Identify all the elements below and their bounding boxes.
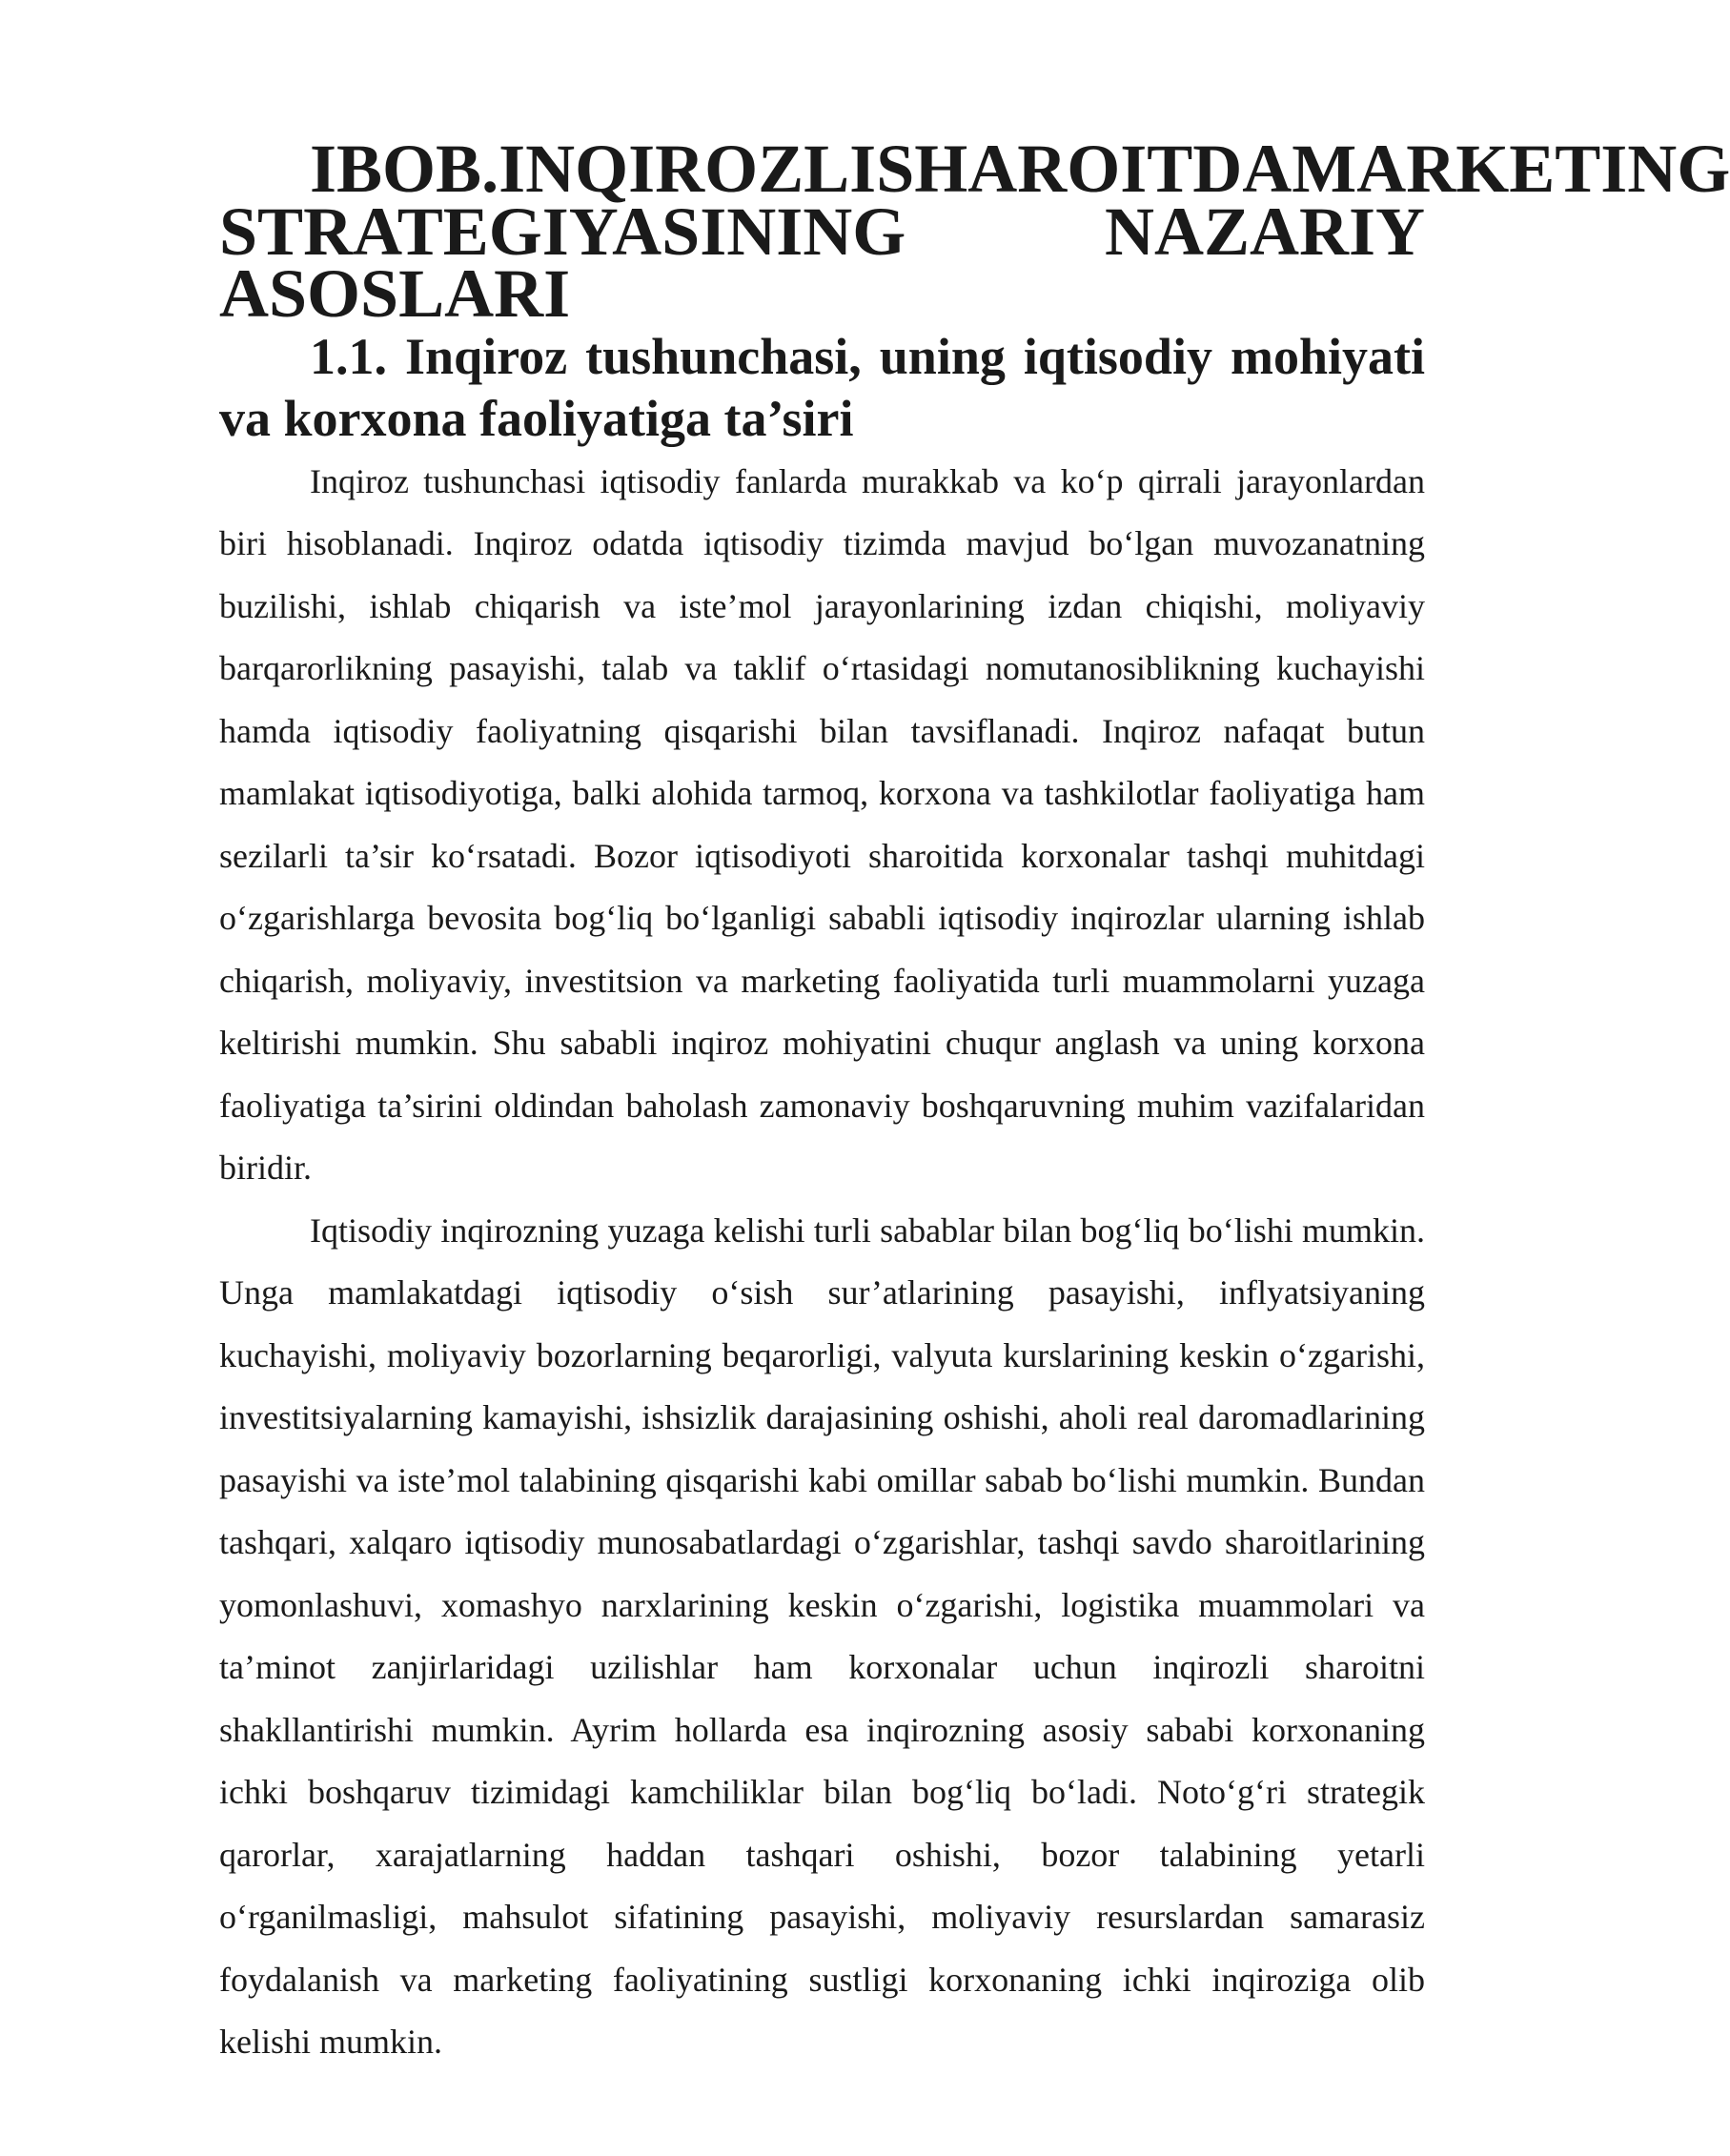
section-heading: 1.1. Inqiroz tushunchasi, uning iqtisodiy mohiyati va korxona faoliyatiga ta’siri xyxy=(219,327,1425,447)
document-page xyxy=(219,131,1730,2074)
chapter-heading-word: INQIROZLI xyxy=(499,131,877,207)
chapter-heading-line1 xyxy=(219,131,1730,207)
paragraph: Iqtisodiy inqirozning yuzaga kelishi turli sabablar bilan bog‘liq bo‘lishi mumkin. Unga mamlakatdagi iqtisodiy o‘sish sur’atlarining pasayishi, inflyatsiyaning kuchayishi, moliyaviy bozorlarning beqarorligi, valyuta kurslarining keskin o‘zgarishi, investitsiyalarning kamayishi, ishsizlik darajasining oshishi, aholi real daromadlarining pasayishi va iste’mol talabining qisqarishi kabi omillar sabab bo‘lishi mumkin. Bundan tashqari, xalqaro iqtisodiy munosabatlardagi o‘zgarishlar, tashqi savdo sharoitlarining yomonlashuvi, xomashyo narxlarining keskin o‘zgarishi, logistika muammolari va ta’minot zanjirlaridagi uzilishlar ham korxonalar uchun inqirozli sharoitni shakllantirishi mumkin. Ayrim hollarda esa inqirozning asosiy sababi korxonaning ichki boshqaruv tizimidagi kamchiliklar bilan bog‘liq bo‘ladi. Noto‘g‘ri strategik qarorlar, xarajatlarning haddan tashqari oshishi, bozor talabining yetarli o‘rganilmasligi, mahsulot sifatining pasayishi, moliyaviy resurslardan samarasiz foydalanish va marketing faoliyatining sustligi korxonaning ichki inqiroziga olib kelishi mumkin. xyxy=(219,1210,1425,2061)
chapter-heading-line2: STRATEGIYASINING NAZARIY ASOSLARI xyxy=(219,193,1425,332)
paragraph: Inqiroz tushunchasi iqtisodiy fanlarda murakkab va ko‘p qirrali jarayonlardan biri hisoblanadi. Inqiroz odatda iqtisodiy tizimda mavjud bo‘lgan muvozanatning buzilishi, ishlab chiqarish va iste’mol jarayonlarining izdan chiqishi, moliyaviy barqarorlikning pasayishi, talab va taklif o‘rtasidagi nomutanosiblikning kuchayishi hamda iqtisodiy faoliyatning qisqarishi bilan tavsiflanadi. Inqiroz nafaqat butun mamlakat iqtisodiyotiga, balki alohida tarmoq, korxona va tashkilotlar faoliyatiga ham sezilarli ta’sir ko‘rsatadi. Bozor iqtisodiyoti sharoitida korxonalar tashqi muhitdagi o‘zgarishlarga bevosita bog‘liq bo‘lganligi sababli iqtisodiy inqirozlar ularning ishlab chiqarish, moliyaviy, investitsion va marketing faoliyatida turli muammolarni yuzaga keltirishi mumkin. Shu sababli inqiroz mohiyatini chuqur anglash va uning korxona faoliyatiga ta’sirini oldindan baholash zamonaviy boshqaruvning muhim vazifalaridan biridir. xyxy=(219,461,1425,1187)
chapter-heading-word: I xyxy=(310,131,337,207)
chapter-heading-word: SHAROITDA xyxy=(876,131,1292,207)
chapter-heading-word: BOB. xyxy=(336,131,499,207)
chapter-heading-word: MARKETING xyxy=(1292,131,1730,207)
chapter-heading xyxy=(219,131,1730,332)
